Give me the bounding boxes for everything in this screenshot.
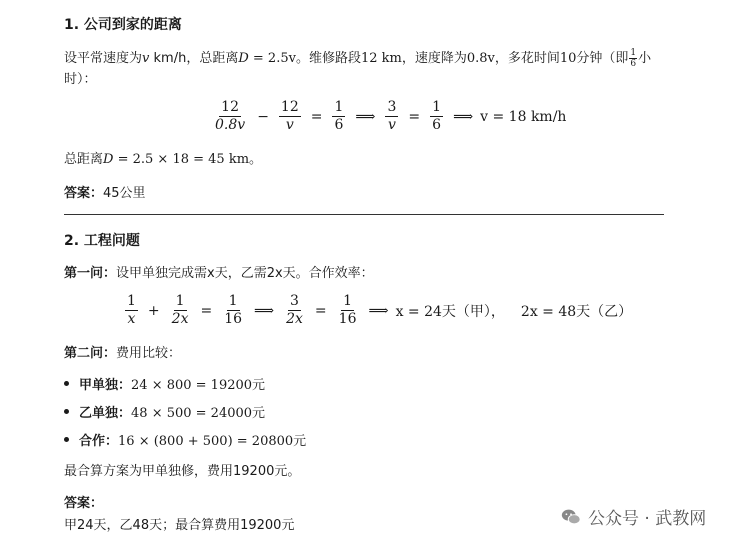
total-distance-line — [64, 150, 262, 170]
list-item — [64, 402, 265, 421]
fraction-den: 2x — [286, 311, 303, 327]
fraction-num: 3 — [387, 99, 397, 115]
q1-label: 第一问： — [64, 266, 117, 281]
eq2-result-1: x = 24天（甲）， — [395, 303, 505, 320]
list-item — [64, 430, 306, 449]
bullet-dot — [64, 381, 69, 386]
fraction-num: 1 — [432, 99, 442, 115]
eq2-fraction-1 — [125, 294, 138, 327]
bullet-label: 乙单独： — [79, 406, 132, 421]
equals-sign: = — [310, 108, 323, 125]
section-2-answer-label: 答案： — [64, 496, 104, 511]
fraction-num: 1 — [334, 99, 344, 115]
eq1-fraction-1 — [213, 100, 247, 133]
answer-value: 45公里 — [103, 186, 146, 201]
fraction-den: v — [285, 117, 294, 133]
section-1-answer — [64, 184, 146, 204]
fraction-den: 6 — [630, 59, 637, 69]
fraction-num: 12 — [221, 99, 239, 115]
eq1-result: v = 18 km/h — [480, 108, 567, 125]
fraction-num: 1 — [343, 293, 353, 309]
implies-arrow: ⟹ — [368, 302, 389, 319]
var-D: D — [238, 51, 249, 66]
eq2-fraction-5 — [337, 294, 359, 327]
equation-2 — [122, 294, 632, 327]
question-2-line — [64, 344, 181, 364]
q1-text: 设甲单独完成需x天，乙需2x天。合作效率： — [116, 266, 374, 281]
q2-text: 费用比较： — [116, 346, 182, 361]
implies-arrow: ⟹ — [254, 302, 275, 319]
fraction-num: 3 — [290, 293, 299, 309]
bullet-expr: 16 × (800 + 500) = 20800元 — [118, 434, 307, 449]
eq2-fraction-3 — [222, 294, 244, 327]
implies-arrow: ⟹ — [355, 108, 376, 125]
intro-text-a: 设平常速度为 — [64, 51, 143, 66]
fraction-num: 12 — [280, 99, 299, 115]
fraction-num: 1 — [127, 293, 136, 309]
fraction-den: v — [387, 117, 396, 133]
intro-text-b: km/h，总距离 — [149, 51, 239, 66]
intro-text-d: 小 — [638, 51, 652, 66]
watermark-text: 公众号 · 武教网 — [588, 509, 707, 529]
question-1-line — [64, 264, 374, 284]
conclusion-line: 最合算方案为甲单独修，费用19200元。 — [64, 464, 301, 479]
section-divider — [64, 214, 664, 215]
bullet-dot — [64, 409, 69, 414]
watermark — [560, 504, 706, 529]
list-item — [64, 374, 265, 393]
eq1-fraction-3 — [332, 100, 345, 133]
fraction-den: 0.8v — [215, 117, 246, 133]
section-1-intro — [64, 48, 651, 69]
section-1-heading: 1. 公司到家的距离 — [64, 17, 182, 33]
equals-sign: = — [408, 108, 421, 125]
fraction-den: x — [127, 311, 136, 327]
equation-1 — [210, 100, 566, 133]
wechat-icon — [560, 506, 582, 528]
minus-sign: − — [257, 108, 269, 125]
fraction-one-sixth — [629, 48, 637, 69]
fraction-num: 1 — [228, 293, 238, 309]
fraction-num: 1 — [630, 48, 637, 58]
var-D: D — [103, 152, 114, 167]
fraction-den: 16 — [224, 311, 243, 327]
bullet-label: 甲单独： — [79, 378, 132, 393]
bullet-label: 合作： — [79, 434, 119, 449]
intro-text-c: = 2.5v。维修路段12 km，速度降为0.8v，多花时间10分钟（即 — [248, 51, 629, 66]
equals-sign: = — [200, 302, 213, 319]
eq1-fraction-4 — [385, 100, 398, 133]
total-text-b: = 2.5 × 18 = 45 km。 — [113, 152, 263, 167]
bullet-expr: 24 × 800 = 19200元 — [131, 378, 266, 393]
eq1-fraction-2 — [279, 100, 301, 133]
eq1-fraction-5 — [430, 100, 443, 133]
fraction-den: 16 — [338, 311, 357, 327]
plus-sign: + — [147, 302, 160, 319]
equals-sign: = — [314, 302, 327, 319]
bullet-dot — [64, 437, 69, 442]
answer-label: 答案： — [64, 186, 104, 201]
fraction-den: 6 — [432, 117, 442, 133]
total-text-a: 总距离 — [64, 152, 104, 167]
fraction-den: 6 — [334, 117, 344, 133]
section-1-intro-line2: 时）： — [64, 72, 97, 87]
fraction-den: 2x — [171, 311, 189, 327]
q2-label: 第二问： — [64, 346, 117, 361]
section-2-heading: 2. 工程问题 — [64, 233, 140, 249]
var-v: v — [142, 51, 150, 66]
eq2-result-2: 2x = 48天（乙） — [520, 303, 633, 320]
implies-arrow: ⟹ — [453, 108, 474, 125]
eq2-fraction-4 — [284, 294, 305, 327]
section-2-answer-value: 甲24天，乙48天；最合算费用19200元 — [64, 518, 295, 533]
eq2-fraction-2 — [170, 294, 191, 327]
bullet-expr: 48 × 500 = 24000元 — [131, 406, 266, 421]
fraction-num: 1 — [175, 293, 185, 309]
